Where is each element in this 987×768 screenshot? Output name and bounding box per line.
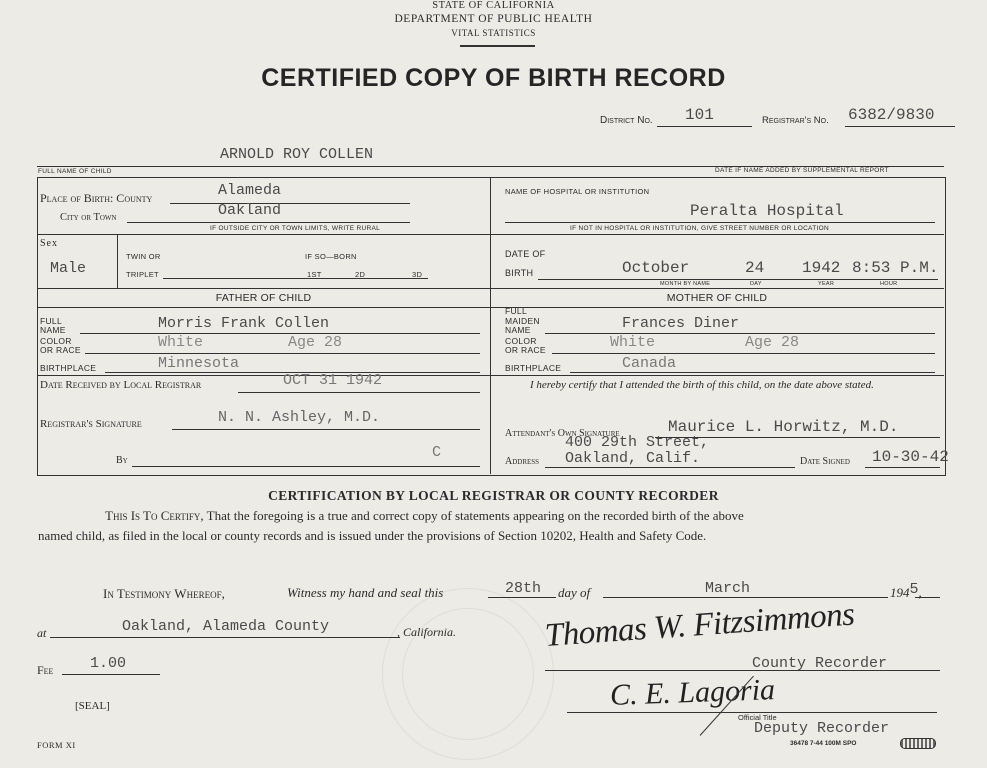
birth-label: BIRTH [505,268,534,278]
certification-heading: CERTIFICATION BY LOCAL REGISTRAR OR COUNTY RECORDER [268,488,719,503]
county-value: Alameda [218,182,282,199]
state-value: , California. [397,625,457,639]
mother-color-label-2: OR RACE [505,345,546,355]
father-name-label-2: NAME [40,325,66,335]
father-name-label-1: FULL [40,316,62,326]
registrar-no-value: 6382/9830 [848,106,935,124]
mother-section-title: MOTHER OF CHILD [666,292,768,304]
place-value: Oakland, Alameda County [122,618,330,635]
city-label: City or Town [60,212,117,223]
district-label: District No. [600,115,653,126]
mother-name: Frances Diner [622,315,740,332]
father-name: Morris Frank Collen [158,315,330,332]
by-label: By [116,455,128,466]
by-mark: C [432,444,442,461]
form-number: FORM XI [37,740,76,750]
father-age: Age 28 [288,334,343,351]
registrar-signature: N. N. Ashley, M.D. [218,409,381,426]
testimony-year: 1945, [890,581,922,600]
mother-name-label-2: MAIDEN [505,316,540,326]
date-received-value: OCT 31 1942 [283,372,383,389]
certification-body-2: named child, as filed in the local or county records and is issued under the provisions of Section 10202, Health and Safety Code. [38,528,707,543]
at-label: at [37,626,47,640]
testimony-lead: In Testimony Whereof, [103,586,225,601]
attendant-signature-label: Attendant's Own Signature [505,428,620,439]
attendant-certify: I hereby certify that I attended the birth of this child, on the date above stated. [530,379,874,391]
twin-label: TWIN OR [126,252,161,261]
father-birthplace-label: BIRTHPLACE [40,363,97,373]
mother-birthplace: Canada [622,355,677,372]
city-value: Oakland [218,202,282,219]
father-color-label-1: COLOR [40,336,72,346]
state-heading: STATE OF CALIFORNIA [432,0,555,11]
column-divider [490,177,491,474]
father-color-label-2: OR RACE [40,345,81,355]
department-heading: DEPARTMENT OF PUBLIC HEALTH [394,13,593,25]
second-label: 2D [355,270,366,279]
month-label: MONTH BY NAME [660,281,711,287]
registrar-no-label: Registrar's No. [762,115,829,126]
sex-label: Sex [40,238,58,249]
birth-year: 1942 [802,259,841,277]
supplemental-label: DATE IF NAME ADDED BY SUPPLEMENTAL REPORT [715,167,889,174]
attendant-address-2: Oakland, Calif. [565,450,701,467]
county-recorder-signature: Thomas W. Fitzsimmons [543,596,856,654]
testimony-day: 28th [505,580,542,597]
year-label: YEAR [818,281,835,287]
official-title-label: Official Title [738,713,777,722]
testimony-month: March [705,580,751,597]
mother-color: White [610,334,656,351]
birth-month: October [622,259,690,277]
mother-age: Age 28 [745,334,800,351]
division-heading: VITAL STATISTICS [451,28,536,38]
county-label: Place of Birth: County [40,191,153,205]
hospital-label: NAME OF HOSPITAL OR INSTITUTION [505,187,650,196]
if-so-label: IF SO—BORN [305,252,357,261]
page-title: CERTIFIED COPY OF BIRTH RECORD [261,64,726,92]
first-label: 1ST [307,270,322,279]
seal-label: [SEAL] [75,700,110,712]
attendant-address-1: 400 29th Street, [565,434,710,451]
deputy-title: Deputy Recorder [754,720,890,737]
address-label: Address [505,456,540,467]
county-recorder-title: County Recorder [752,655,888,672]
hour-label: HOUR [880,281,898,287]
mother-birthplace-label: BIRTHPLACE [505,363,562,373]
child-full-name: ARNOLD ROY COLLEN [220,146,374,163]
birth-day: 24 [745,259,765,277]
registrar-signature-label: Registrar's Signature [40,418,142,430]
triplet-label: TRIPLET [126,270,159,279]
mother-color-label-1: COLOR [505,336,537,346]
district-value: 101 [685,106,714,124]
testimony-day-of: day of [558,585,591,600]
child-name-label: FULL NAME OF CHILD [38,168,112,175]
certification-body-1: This Is To Certify, That the foregoing is a true and correct copy of statements appearing on the recorded birth of the above [105,508,744,523]
fee-value: 1.00 [90,655,127,672]
testimony-witness: Witness my hand and seal this [287,585,444,600]
birth-time: 8:53 P.M. [852,259,939,277]
deputy-signature: C. E. Lagoria [609,673,776,712]
attendant-signature: Maurice L. Horwitz, M.D. [668,418,899,436]
hospital-note: IF NOT IN HOSPITAL OR INSTITUTION, GIVE STREET NUMBER OR LOCATION [570,225,829,232]
mother-name-label-1: FULL [505,306,527,316]
header-rule [460,45,535,47]
fee-label: Fee [37,663,54,677]
print-code: 36478 7-44 100M SPO [790,740,857,747]
date-signed-label: Date Signed [800,456,850,467]
date-signed-value: 10-30-42 [872,448,949,466]
union-bug-icon [900,738,936,749]
third-label: 3D [412,270,423,279]
date-received-label: Date Received by Local Registrar [40,379,202,391]
day-label: DAY [750,281,762,287]
date-of-label: DATE OF [505,249,546,259]
father-section-title: FATHER OF CHILD [215,292,312,304]
city-note: IF OUTSIDE CITY OR TOWN LIMITS, WRITE RURAL [210,225,380,232]
father-color: White [158,334,204,351]
hospital-value: Peralta Hospital [690,202,844,220]
sex-value: Male [50,260,87,277]
mother-name-label-3: NAME [505,325,531,335]
father-birthplace: Minnesota [158,355,240,372]
